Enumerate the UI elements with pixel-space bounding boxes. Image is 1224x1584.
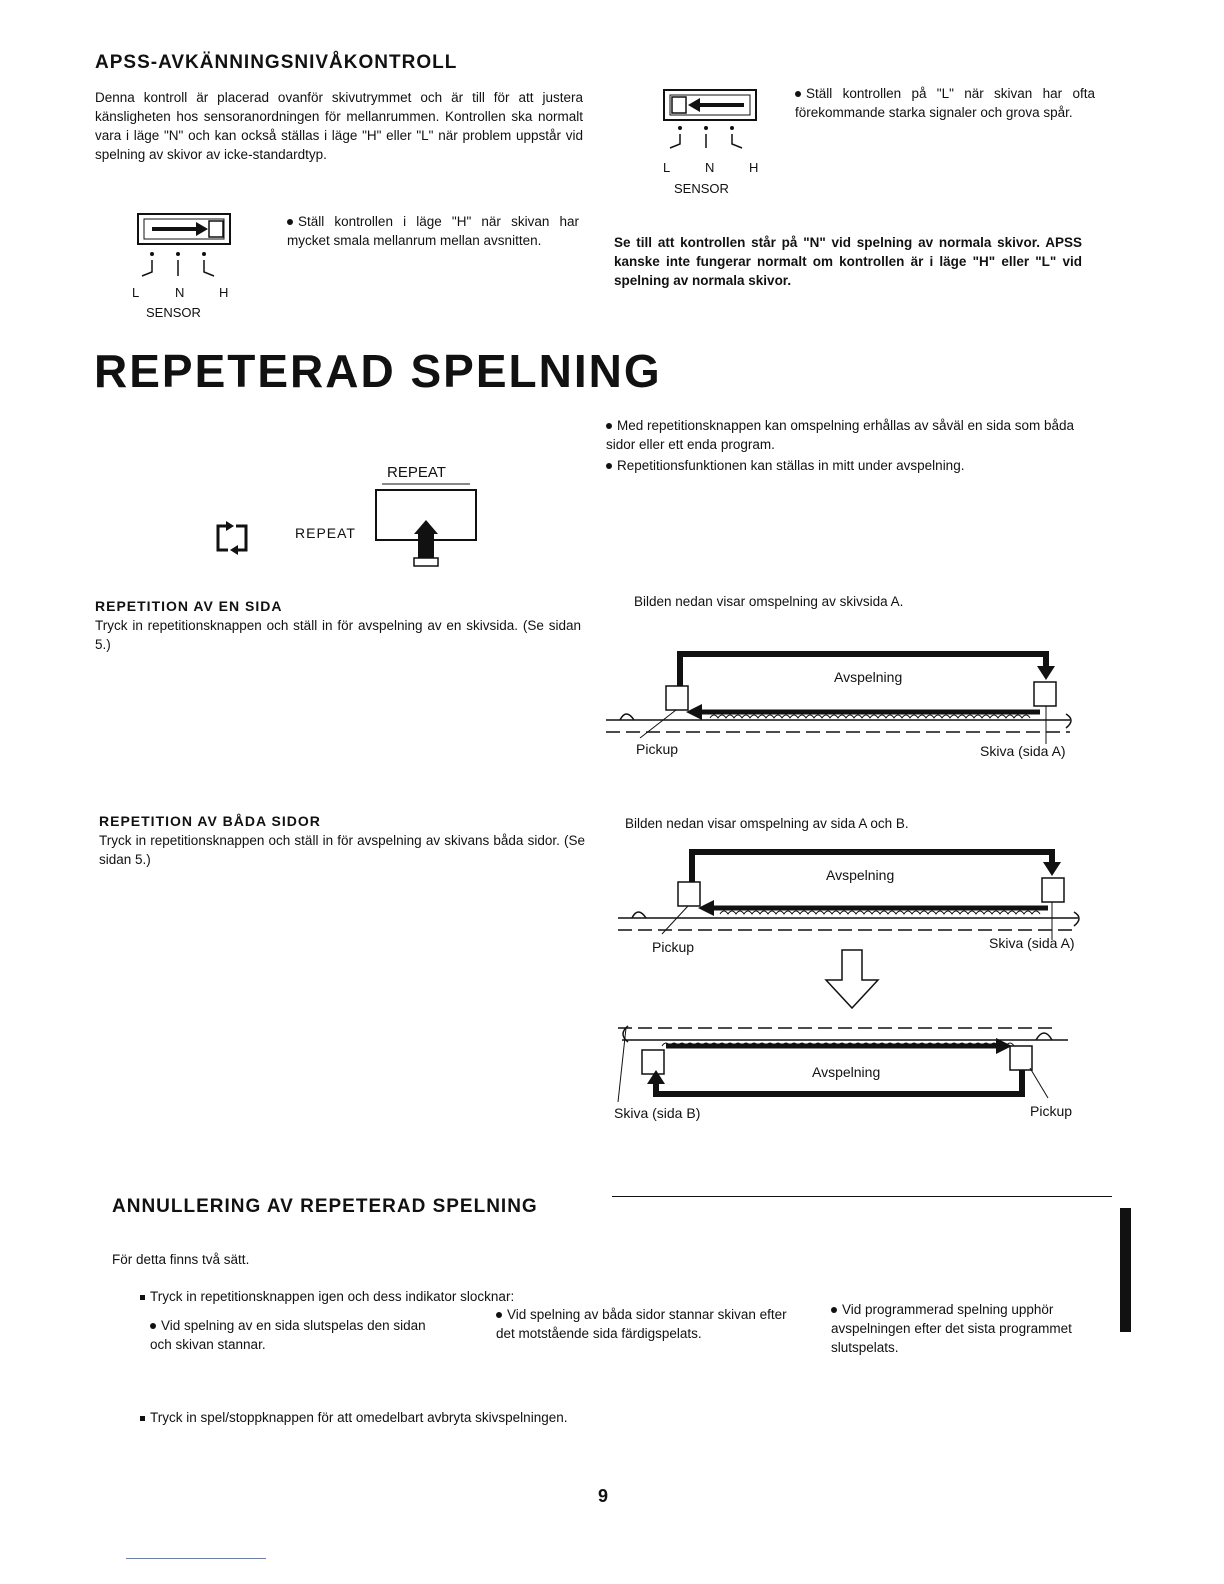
bullet-l-setting [795, 84, 1095, 122]
cancel-method-2-text: Tryck in spel/stoppknappen för att omedelbart avbryta skivspelningen. [150, 1410, 568, 1425]
repeat-indicator-icon [214, 520, 254, 556]
repeat-heading: REPETERAD SPELNING [94, 345, 662, 397]
repeat-button-diagram [374, 482, 484, 574]
one-side-pickup-label: Pickup [636, 741, 679, 757]
sensor-letter-l: L [132, 285, 140, 300]
one-side-caption: Bilden nedan visar omspelning av skivsida A. [634, 594, 904, 609]
one-side-disc-label: Skiva (sida A) [980, 743, 1066, 759]
both-sides-heading: REPETITION AV BÅDA SIDOR [99, 813, 321, 829]
repeat-bullet-2-text: Repetitionsfunktionen kan ställas in mitt under avspelning. [617, 458, 965, 473]
sensor-letter-n-2: N [705, 160, 715, 175]
sensor-letter-n: N [175, 285, 185, 300]
sensor-letter-l-2: L [663, 160, 671, 175]
bullet-dot [287, 219, 293, 225]
both-sides-caption: Bilden nedan visar omspelning av sida A och B. [625, 816, 909, 831]
bullet-dot [150, 1323, 156, 1329]
one-side-text: Tryck in repetitionsknappen och ställ in för avspelning av en skivsida. (Se sidan 5.) [95, 618, 581, 652]
both-b-pickup-label: Pickup [1030, 1103, 1073, 1119]
page-number: 9 [598, 1486, 609, 1506]
apss-heading: APSS-AVKÄNNINGSNIVÅKONTROLL [95, 52, 458, 73]
repeat-bullet-1-text: Med repetitionsknappen kan omspelning erhållas av såväl en sida som båda sidor eller ett enda program. [606, 418, 1075, 452]
both-sides-text: Tryck in repetitionsknappen och ställ in för avspelning av skivans båda sidor. (Se sidan 5.) [99, 833, 585, 867]
both-sides-diagram-b [612, 1016, 1102, 1126]
heading-rule [612, 1196, 1112, 1197]
sensor-letter-h: H [219, 285, 229, 300]
cancel-method-1-text: Tryck in repetitionsknappen igen och dess indikator slocknar: [150, 1289, 515, 1304]
sensor-label-2: SENSOR [674, 181, 729, 196]
repeat-bullet-2 [606, 456, 1100, 475]
bullet-h-text: Ställ kontrollen i läge "H" när skivan har mycket smala mellanrum mellan avsnitten. [287, 214, 579, 248]
cancel-heading: ANNULLERING AV REPETERAD SPELNING [112, 1196, 538, 1217]
repeat-bullet-1 [606, 416, 1100, 454]
cancel-sub-bullet-2 [496, 1305, 796, 1343]
apss-paragraph: Denna kontroll är placerad ovanför skivutrymmet och är till för att justera känsligheten hos sensoranordningen för mellanrummen. Kontrollen ska normalt vara i läge "N" och kan också ställas i läge "H" eller "L" när problem uppstår vid spelning av skivor av icke-standardtyp. [95, 90, 583, 162]
apss-note: Se till att kontrollen står på "N" vid spelning av normala skivor. APSS kanske inte fungerar normalt om kontrollen är i läge "H" eller "L" vid spelning av normala skivor. [614, 235, 1082, 288]
margin-bar [1120, 1208, 1131, 1332]
both-a-disc-label: Skiva (sida A) [989, 935, 1075, 951]
cancel-sub-bullet-3-text: Vid programmerad spelning upphör avspelningen efter det sista programmet slutspelats. [831, 1302, 1072, 1355]
both-a-play-label: Avspelning [826, 867, 895, 883]
cancel-sub-bullet-2-text: Vid spelning av båda sidor stannar skivan efter det motstående sida färdigspelats. [496, 1307, 787, 1341]
bullet-h-setting [287, 212, 579, 250]
both-b-disc-label: Skiva (sida B) [614, 1105, 701, 1121]
bullet-dot [496, 1312, 502, 1318]
cancel-method-1 [140, 1287, 514, 1306]
cancel-intro: För detta finns två sätt. [112, 1252, 250, 1267]
cancel-method-2 [140, 1408, 567, 1427]
square-bullet [140, 1416, 145, 1421]
footer-line [126, 1558, 266, 1559]
bullet-dot [795, 91, 801, 97]
square-bullet [140, 1295, 145, 1300]
one-side-play-label: Avspelning [834, 669, 903, 685]
repeat-button-label: REPEAT [387, 464, 446, 481]
one-side-diagram [600, 648, 1100, 768]
both-sides-diagram-a [612, 846, 1102, 962]
bullet-dot [831, 1307, 837, 1313]
cancel-sub-bullet-1 [150, 1316, 450, 1354]
cancel-sub-bullet-1-text: Vid spelning av en sida slutspelas den sidan och skivan stannar. [150, 1318, 426, 1352]
one-side-heading: REPETITION AV EN SIDA [95, 598, 283, 614]
sensor-letter-h-2: H [749, 160, 759, 175]
both-b-play-label: Avspelning [812, 1064, 881, 1080]
down-arrow-icon [822, 948, 882, 1012]
repeat-bullets [606, 416, 1100, 475]
bullet-dot [606, 423, 612, 429]
sensor-switch-l-diagram [660, 86, 770, 196]
bullet-dot [606, 463, 612, 469]
sensor-switch-h-diagram [130, 210, 240, 320]
repeat-indicator-label: REPEAT [295, 525, 356, 541]
sensor-label: SENSOR [146, 305, 201, 320]
bullet-l-text: Ställ kontrollen på "L" när skivan har ofta förekommande starka signaler och grova spår. [795, 86, 1095, 120]
both-a-pickup-label: Pickup [652, 939, 695, 955]
cancel-sub-bullet-3 [831, 1300, 1115, 1357]
